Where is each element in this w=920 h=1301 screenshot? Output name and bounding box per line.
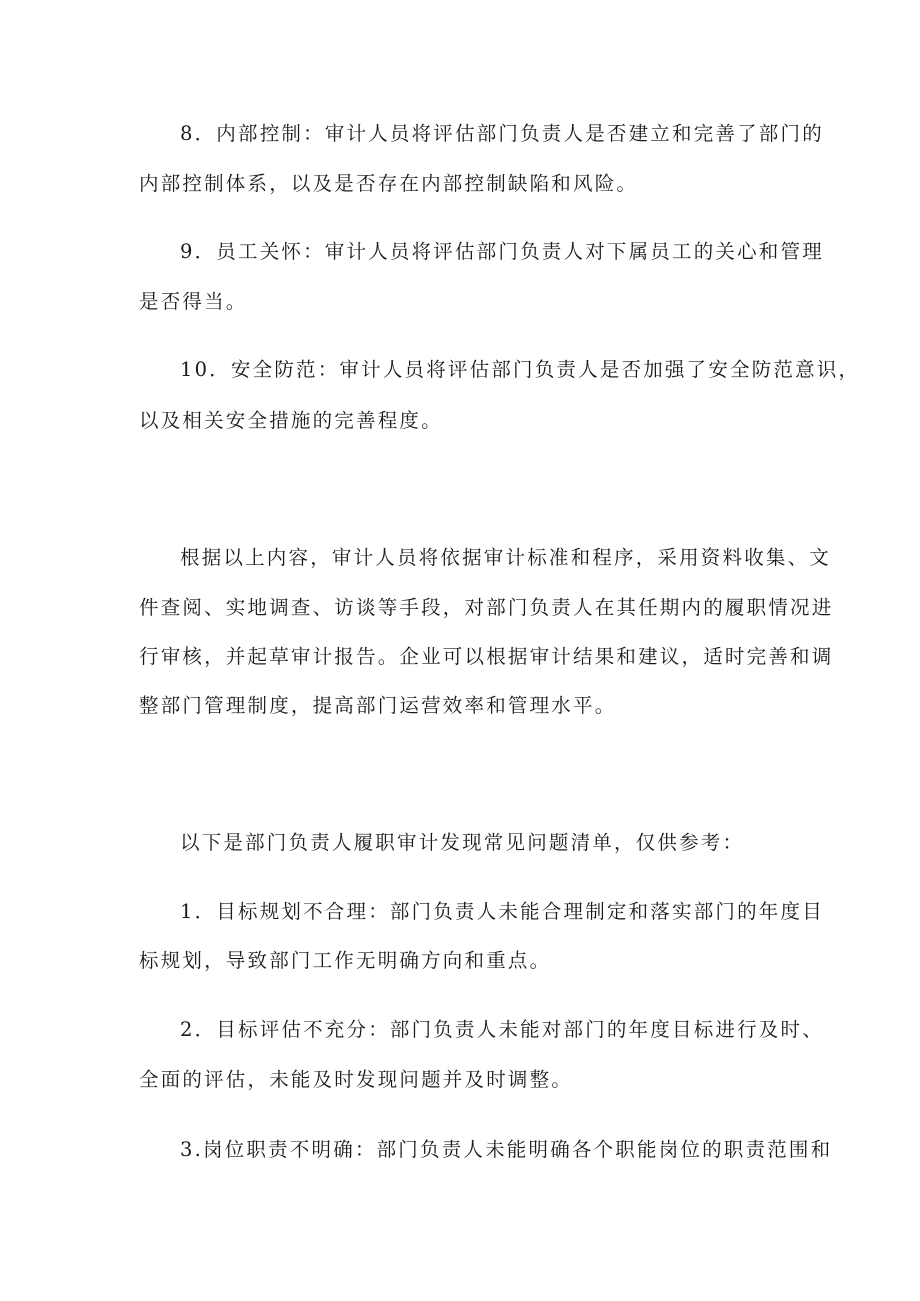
list-intro-line-1: 以下是部门负责人履职审计发现常见问题清单，仅供参考： — [180, 831, 745, 854]
item-10-line-1: 10．安全防范：审计人员将评估部门负责人是否加强了安全防范意识， — [180, 358, 861, 381]
summary-line-4: 整部门管理制度，提高部门运营效率和管理水平。 — [139, 694, 617, 717]
summary-line-3: 行审核，并起草审计报告。企业可以根据审计结果和建议，适时完善和调 — [139, 645, 834, 668]
item-9-line-1: 9．员工关怀：审计人员将评估部门负责人对下属员工的关心和管理 — [180, 240, 824, 263]
item-8-line-1: 8．内部控制：审计人员将评估部门负责人是否建立和完善了部门的 — [180, 122, 824, 145]
issue-1-line-1: 1．目标规划不合理：部门负责人未能合理制定和落实部门的年度目 — [180, 900, 824, 923]
issue-3-line-1: 3.岗位职责不明确：部门负责人未能明确各个职能岗位的职责范围和 — [180, 1138, 833, 1161]
item-9-line-2: 是否得当。 — [139, 290, 248, 313]
item-10-line-2: 以及相关安全措施的完善程度。 — [139, 409, 443, 432]
issue-2-line-1: 2．目标评估不充分：部门负责人未能对部门的年度目标进行及时、 — [180, 1018, 824, 1041]
issue-1-line-2: 标规划，导致部门工作无明确方向和重点。 — [139, 949, 552, 972]
issue-2-line-2: 全面的评估，未能及时发现问题并及时调整。 — [139, 1068, 574, 1091]
summary-line-1: 根据以上内容，审计人员将依据审计标准和程序，采用资料收集、文 — [180, 546, 832, 569]
item-8-line-2: 内部控制体系，以及是否存在内部控制缺陷和风险。 — [139, 172, 639, 195]
summary-line-2: 件查阅、实地调查、访谈等手段，对部门负责人在其任期内的履职情况进 — [139, 596, 834, 619]
